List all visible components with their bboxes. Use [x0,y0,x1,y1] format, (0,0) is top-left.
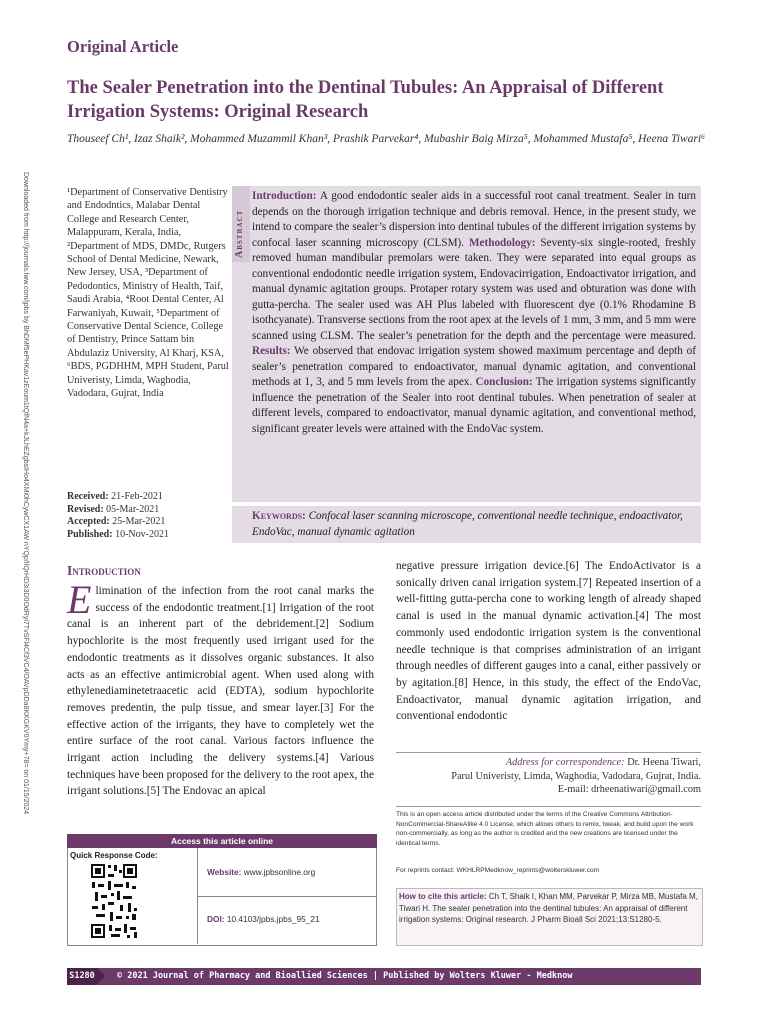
website-link[interactable]: www.jpbsonline.org [243,867,316,877]
correspondence-label: Address for correspondence: [505,757,625,768]
access-divider-horizontal [197,896,377,897]
website-label: Website: [207,867,242,877]
qr-code-icon[interactable] [90,862,138,940]
correspondence-email[interactable]: E-mail: drheenatiwari@gmail.com [557,784,701,796]
doi-link[interactable]: 10.4103/jpbs.jpbs_95_21 [226,914,320,924]
reprints-contact[interactable]: For reprints contact: WKHLRPMedknow_reprints@wolterskluwer.com [396,867,600,874]
footer-arrow-icon [97,968,105,984]
license-notice: This is an open access article distributed under the terms of the Creative Commons Attribution-NonCommercial-ShareAlike 4.0 License, which allows others to remix, tweak, and build upon the work non-commercially, as long as the author is credited and the new creations are licensed under the identical terms. [396,806,701,848]
abstract-intro-label: Introduction: [252,190,317,202]
doi-label: DOI: [207,914,225,924]
introduction-heading: Introduction [67,563,141,578]
abstract-tab [232,186,250,262]
abstract-conclusion-label: Conclusion: [475,376,533,388]
abstract-text [252,189,696,437]
correspondence-address-line: Parul Univeristy, Limda, Waghodia, Vadodara, Gujrat, India. [451,770,701,782]
abstract-methods-label: Methodology: [468,236,536,249]
article-type: Original Article [67,37,179,56]
abstract-conclusion: The irrigation systems significantly influence the penetration of the Sealer into root dentinal tubules. When penetration of sealer at different levels, compared to endoactivator, manual dynamic agitation, and conventional method, significant greater levels were attained with the EndoVac system. [252,376,697,435]
doi-info [207,914,320,924]
qr-code-label: Quick Response Code: [70,851,158,860]
introduction-continued: negative pressure irrigation device.[6] The EndoActivator is a sonically driven canal irrigation system.[7] Repeated insertion of a well-fitting gutta-percha cone to working length of already shaped canal is used in the manual dynamic activation.[4] The most commonly used endodontic irrigation system is the conventional needle technique is that comprises administration of an irrigant through needles of different gauges into a canal, either passively or by agitation.[8] Hence, in this study, the effect of the EndoVac, Endoactivator, manual dynamic agitation irrigation, and conventional endodontic [396,560,701,723]
received-label: Received: [67,491,109,502]
revised-label: Revised: [67,503,104,515]
keywords-list: Confocal laser scanning microscope, conventional needle technique, endoactivator, EndoVac, manual dynamic agitation [252,510,683,538]
affiliations: ¹Department of Conservative Dentistry and Endodntics, Malabar Dental College and Research Center, Malappuram, Kerala, India, ²Department of MDS, DMDc, Rutgers School of Dental Medicine, Newark, New Jersey, USA, ³Department of Pedodontics, Ministry of Health, Taif, Saudi Arabia, ⁴Root Dental Center, Al Farwaniyah, Kuwait, ⁵Department of Conservative Dental Science, College of Dentistry, Prince Sattam bin Abdulaziz University, Al Kharj, KSA, ⁶BDS, PGDHHM, MPH Student, Parul Univeristy, Limda, Waghodia, Vadodara, Gujrat, India [67,187,229,400]
footer-copyright: © 2021 Journal of Pharmacy and Bioallied Sciences | Published by Wolters Kluwer - Medknow [117,971,573,981]
correspondence-name: Dr. Heena Tiwari, [627,757,701,768]
introduction-body: limination of the infection from the root canal marks the success of the endodontic treatment.[1] Irrigation of the root canal is an inherent part of the debridement.[2] Sodium hypochlorite is the most frequently used irrigant used for the endodontic treatments as it dissolves organic substances. It also acts as an effective antimicrobial agent. When used along with ethylenediaminetetraacetic acid (EDTA), sodium hypochlorite removes predentin, the pulp tissue, and smear layer.[3] For the effective action of the irrigants, they have to completely wet the entire surface of the root canal. Various factors influence the irrigant action including the delivery systems.[4] Various techniques have been proposed for the delivery to the root apex, the irrigant solutions.[5] The Endovac an apical [67,585,374,798]
citation-body: Ch T, Shaik I, Khan MM, Parvekar P, Mirza MB, Mustafa M, Tiwari H. The sealer penetration into the dentinal tubules: An appraisal of different irrigation systems: Original research. J Pharm Bioall Sci 2021;13:S1280-5. [399,892,698,925]
revised-date: 05-Mar-2021 [106,503,160,515]
received-date: 21-Feb-2021 [111,491,163,502]
published-label: Published: [67,528,113,540]
citation-label: How to cite this article: [399,892,487,901]
accepted-date: 25-Mar-2021 [112,516,166,527]
access-online-heading: Access this article online [67,834,377,848]
abstract-results: We observed that endovac irrigation system showed maximum percentage and depth of sealer’s penetration compared to endoactivator, manual dynamic agitation, and conventional methods at 1, 3, and 5 mm levels from the apex. [252,345,696,388]
drop-cap: E [67,577,92,622]
keywords-label: Keywords: [252,510,306,522]
citation-text [399,891,699,926]
introduction-text [67,577,374,800]
accepted-label: Accepted: [67,516,110,527]
article-dates [67,491,232,541]
author-list: Thouseef Ch¹, Izaz Shaik², Mohammed Muzammil Khan³, Prashik Parvekar⁴, Mubashir Baig Mirza⁵, Mohammed Mustafa⁵, Heena Tiwari⁶ [67,133,706,145]
article-title: The Sealer Penetration into the Dentinal Tubules: An Appraisal of Different Irrigation Systems: Original Research [67,78,664,122]
abstract-methods: Seventy-six single-rooted, freshly removed human mandibular premolars were taken. They were separated into equal groups as conventional endodontic needle irrigation system, Endovacirrigation, Endoactivator irrigation, and manual dynamic agitation groups. Protaper rotary system was used and obturation was done with gutta-percha. The sealer used was AH Plus labeled with fluorescent dye (0.1% Rhodamine B isothcyanate). Transverse sections from the root apex at the levels of 1 mm, 3 mm, and 5 mm were scanned using CLSM. The sealer’s penetration for the depth and the percentage were measured. [252,236,697,342]
download-watermark-text: Downloaded from http://journals.lww.com/jpbs by BhDMf5ePHKav1zEoum1tQfN4a+kJLhEZgbsIHo4XMi0hCywCX1AW nYQp/IlQrHD3i3D0OdRyi7TvSFl4Cf3VC4/OAVpDDa8KKGKV0Ymy+78= on 01/15/2024 [22,172,29,815]
abstract-tab-label: Abstract [234,209,245,258]
page-number: S1280 [67,968,97,985]
published-date: 10-Nov-2021 [115,528,169,540]
correspondence-address [396,752,701,797]
keywords [252,509,696,540]
abstract-intro: A good endodontic sealer aids in a successful root canal treatment. Sealer in turn depends on the thorough irrigation technique and debris removal. Hence, in the present study, we intend to compare the sealer’s dispersion into dentinal tubules of the different irrigation systems by confocal laser scanning microscopy (CLSM). [252,190,696,249]
website-info [207,867,315,877]
abstract-results-label: Results: [252,345,291,357]
download-watermark [18,172,38,815]
